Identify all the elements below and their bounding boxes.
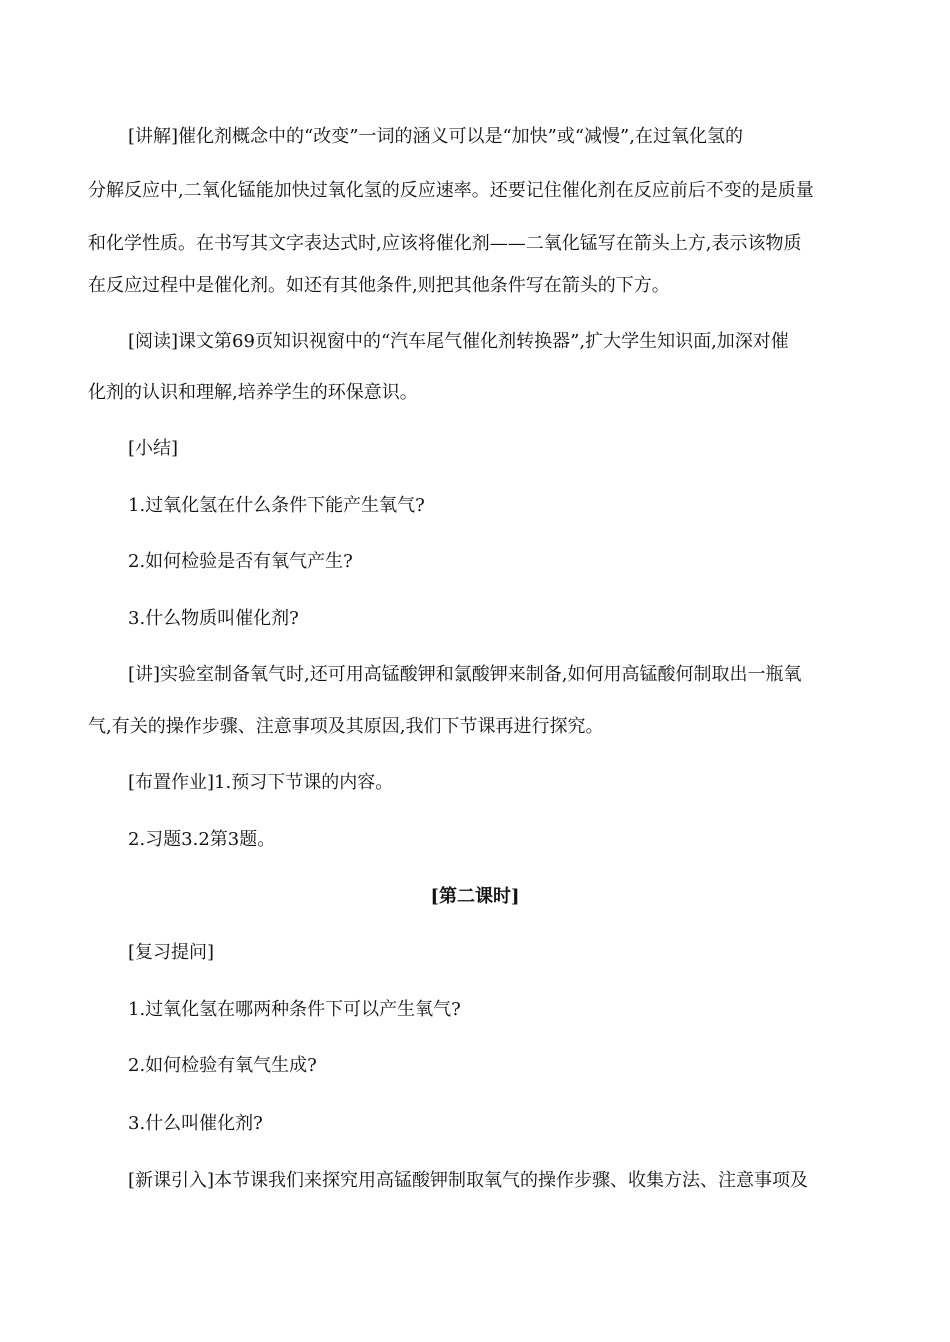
reading-line-2: 化剂的认识和理解,培养学生的环保意识。 (88, 382, 418, 403)
intro-line-1: [新课引入]本节课我们来探究用高锰酸钾制取氧气的操作步骤、收集方法、注意事项及 (128, 1170, 809, 1191)
explain-line-2: 分解反应中,二氧化锰能加快过氧化氢的反应速率。还要记住催化剂在反应前后不变的是质量 (88, 180, 814, 201)
summary-item: 1.过氧化氢在什么条件下能产生氧气? (128, 495, 425, 516)
explain-line-4: 在反应过程中是催化剂。如还有其他条件,则把其他条件写在箭头的下方。 (88, 275, 670, 296)
homework-line-1: [布置作业]1.预习下节课的内容。 (128, 772, 394, 793)
review-item: 3.什么叫催化剂? (128, 1113, 263, 1134)
homework-line-2: 2.习题3.2第3题。 (128, 829, 276, 850)
reading-line-1: [阅读]课文第69页知识视窗中的“汽车尾气催化剂转换器”,扩大学生知识面,加深对催 (128, 331, 789, 352)
explain-line-1: [讲解]催化剂概念中的“改变”一词的涵义可以是“加快”或“减慢”,在过氧化氢的 (128, 126, 743, 147)
explain-line-3: 和化学性质。在书写其文字表达式时,应该将催化剂——二氧化锰写在箭头上方,表示该物质 (88, 233, 802, 254)
review-item: 1.过氧化氢在哪两种条件下可以产生氧气? (128, 999, 461, 1020)
review-label: [复习提问] (128, 942, 215, 963)
talk-line-2: 气,有关的操作步骤、注意事项及其原因,我们下节课再进行探究。 (88, 716, 604, 737)
talk-line-1: [讲]实验室制备氧气时,还可用高锰酸钾和氯酸钾来制备,如何用高锰酸何制取出一瓶氧 (128, 664, 802, 685)
summary-item: 3.什么物质叫催化剂? (128, 608, 299, 629)
summary-label: [小结] (128, 438, 179, 459)
summary-item: 2.如何检验是否有氧气产生? (128, 551, 353, 572)
lesson2-title: [第二课时] (430, 886, 520, 907)
review-item: 2.如何检验有氧气生成? (128, 1055, 317, 1076)
